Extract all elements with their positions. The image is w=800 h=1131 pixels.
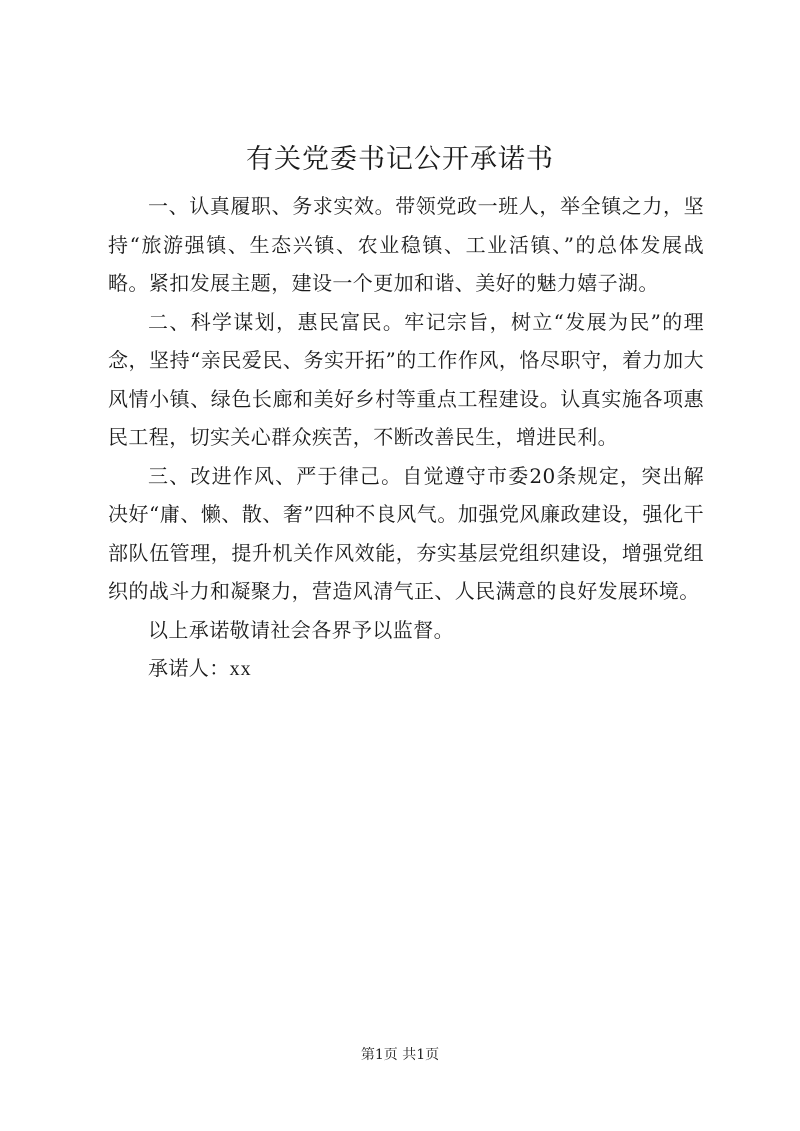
page-footer: 第1页 共1页 — [360, 1047, 440, 1063]
paragraph-commitment-2: 二、科学谋划，惠民富民。牢记宗旨，树立“发展为民”的理念，坚持“亲民爱民、务实开拓”的工作作风，恪尽职守，着力加大风情小镇、绿色长廊和美好乡村等重点工程建设。认真实施各项惠民工程，切实关心群众疾苦，不断改善民生，增进民利。 — [108, 309, 704, 449]
paragraph-commitment-1: 一、认真履职、务求实效。带领党政一班人，举全镇之力，坚持“旅游强镇、生态兴镇、农业稳镇、工业活镇、”的总体发展战略。紧扣发展主题，建设一个更加和谐、美好的魅力嬉子湖。 — [108, 194, 704, 295]
document-body — [108, 187, 704, 689]
paragraph-commitment-3: 三、改进作风、严于律己。自觉遵守市委20条规定，突出解决好“庸、懒、散、奢”四种不良风气。加强党风廉政建设，强化干部队伍管理，提升机关作风效能，夯实基层党组织建设，增强党组织的战斗力和凝聚力，营造风清气正、人民满意的良好发展环境。 — [108, 463, 704, 603]
signer-line — [108, 649, 704, 689]
signer-name: xx — [229, 658, 252, 680]
paragraph-supervision-request: 以上承诺敬请社会各界予以监督。 — [148, 617, 454, 642]
signer-label: 承诺人： — [148, 656, 230, 680]
document-title: 有关党委书记公开承诺书 — [246, 144, 554, 175]
